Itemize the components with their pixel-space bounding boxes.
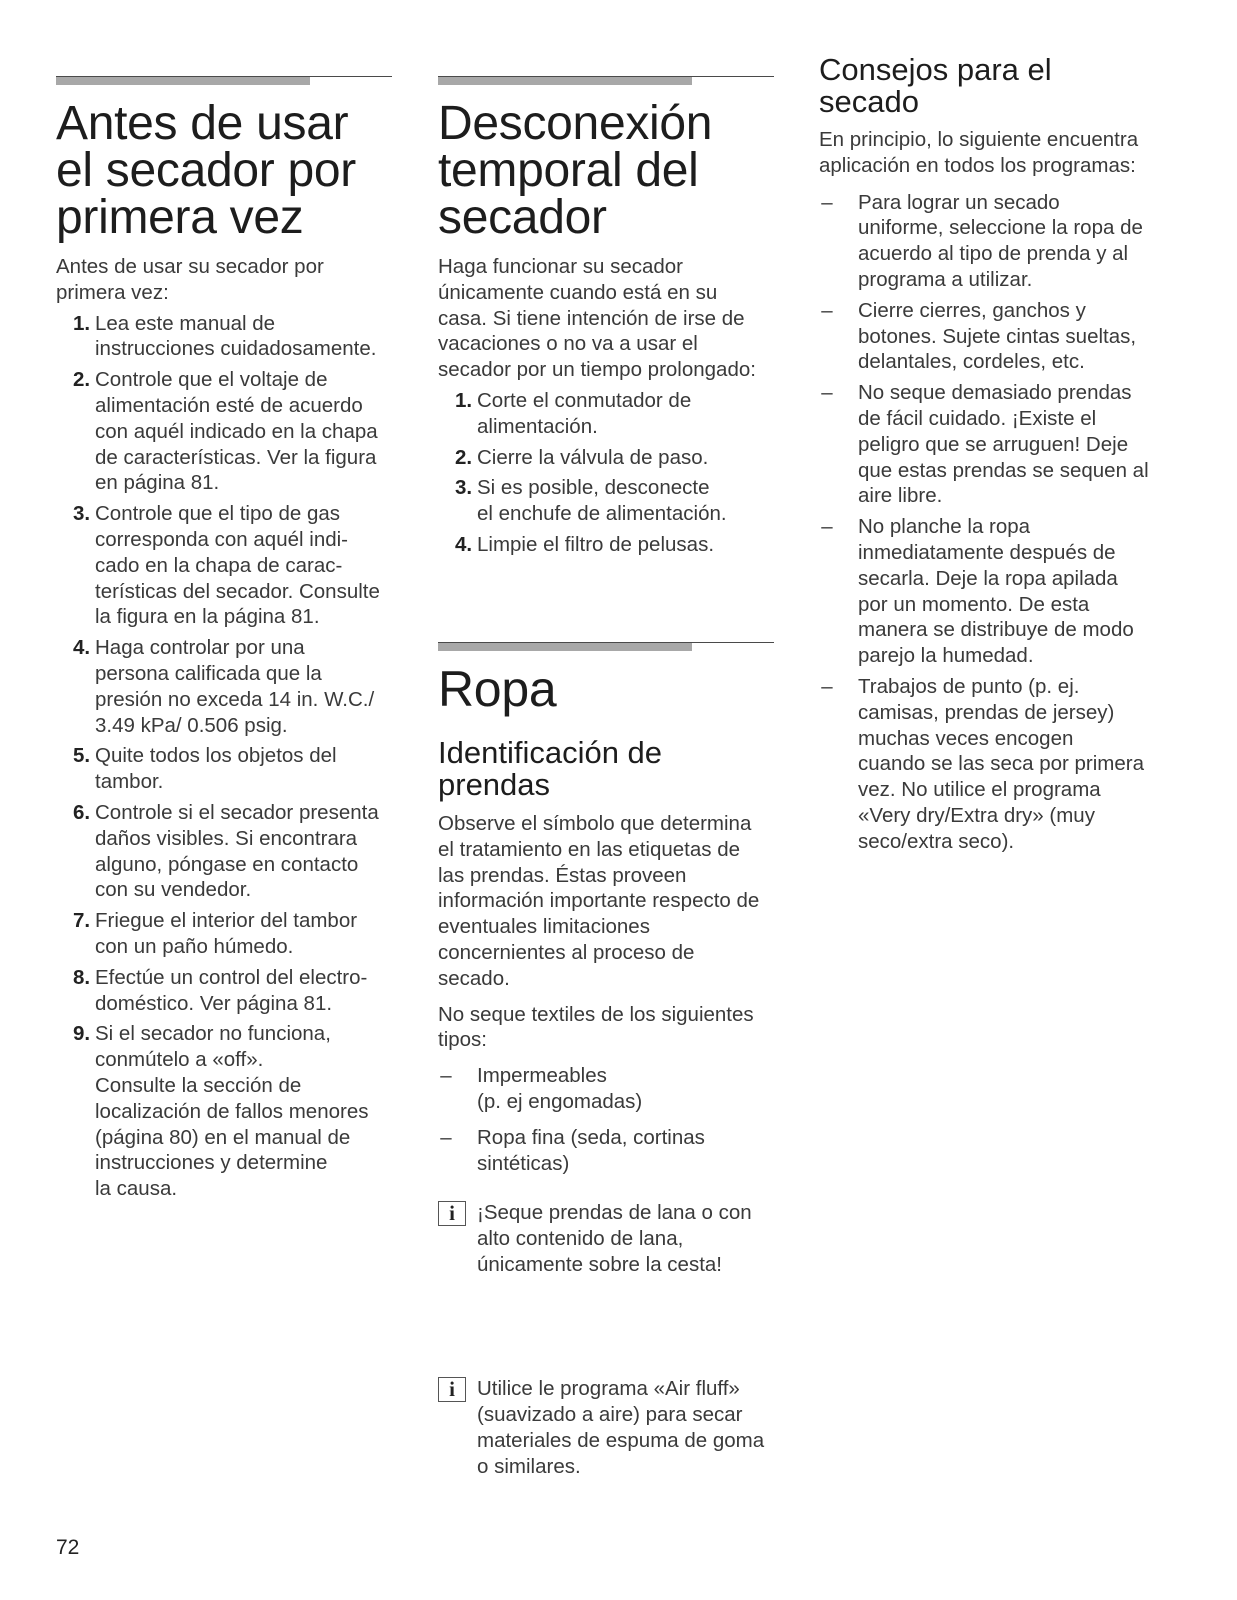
heading-ropa: Ropa xyxy=(438,661,557,717)
list-item: 9. Si el secador no funciona, conmútelo a «off». Consulte la sección de localización de fallos menores (página 80) en el manual de instrucciones y determine la causa. xyxy=(73,1022,369,1201)
info-icon: i xyxy=(438,1377,466,1402)
info-icon: i xyxy=(438,1201,466,1226)
list-item: – Trabajos de punto (p. ej. camisas, prendas de jersey) muchas veces encogen cuando se las seca por primera vez. No utilice el programa «Very dry/Extra dry» (muy seco/extra seco). xyxy=(821,674,1145,853)
list-item: 2. Cierre la válvula de paso. xyxy=(455,445,709,469)
page-number: 72 xyxy=(56,1536,80,1559)
info-note: i ¡Seque prendas de lana o con alto contenido de lana, únicamente sobre la cesta! xyxy=(438,1200,817,1277)
list-item: 2. Controle que el voltaje de alimentación esté de acuerdo con aquél indicado en la chapa de características. Ver la figura en página 81. xyxy=(73,368,378,495)
list-item: 1. Lea este manual de instrucciones cuidadosamente. xyxy=(73,311,377,361)
disconnect-steps xyxy=(438,388,778,558)
section-rule xyxy=(438,642,774,651)
info-note: i Utilice le programa «Air fluff» (suavizado a aire) para secar materiales de espuma de goma o similares. xyxy=(438,1376,817,1479)
before-use-body xyxy=(56,254,396,1207)
list-item: 4. Limpie el filtro de pelusas. xyxy=(455,532,715,556)
heading-before-first-use: Antes de usar el secador por primera vez xyxy=(56,97,356,244)
list-item: – No seque demasiado prendas de fácil cuidado. ¡Existe el peligro que se arruguen! Deje que estas prendas se sequen al aire libre. xyxy=(821,381,1149,508)
list-item: – Impermeables (p. ej engomadas) xyxy=(440,1064,643,1113)
paragraph: Observe el símbolo que determina el tratamiento en las etiquetas de las prendas. Éstas proveen información importante respecto de eventuales limitaciones concernientes al proceso de secado. xyxy=(438,812,760,990)
intro-paragraph: En principio, lo siguiente encuentra aplicación en todos los programas: xyxy=(819,128,1139,177)
list-item: 1. Corte el conmutador de alimentación. xyxy=(455,388,692,438)
heading-temporary-disconnect: Desconexión temporal del secador xyxy=(438,97,713,244)
list-item: 3. Si es posible, desconecte el enchufe de alimentación. xyxy=(455,476,727,526)
section-rule xyxy=(56,76,392,85)
disconnect-body xyxy=(438,254,778,563)
heading-garment-identification: Identificación de prendas xyxy=(438,735,663,802)
garment-identification-body xyxy=(438,811,778,1176)
list-item: – Ropa fina (seda, cortinas sintéticas) xyxy=(440,1125,705,1175)
before-use-steps xyxy=(56,311,396,1202)
list-item: 5. Quite todos los objetos del tambor. xyxy=(73,744,337,794)
list-item: 7. Friegue el interior del tambor con un paño húmedo. xyxy=(73,909,358,958)
drying-tips-list xyxy=(819,190,1164,855)
intro-paragraph: Antes de usar su secador por primera vez: xyxy=(56,255,324,304)
intro-paragraph: Haga funcionar su secador únicamente cuando está en su casa. Si tiene intención de irse de vacaciones o no va a usar el secador por un tiempo prolongado: xyxy=(438,255,756,382)
do-not-dry-list xyxy=(438,1063,778,1176)
drying-tips-body xyxy=(819,127,1164,860)
list-item: – No planche la ropa inmediatamente después de secarla. Deje la ropa apilada por un momento. De esta manera se distribuye de modo parejo la humedad. xyxy=(821,515,1134,668)
list-item: 8. Efectúe un control del electro- doméstico. Ver página 81. xyxy=(73,965,368,1015)
list-item: 4. Haga controlar por una persona calificada que la presión no exceda 14 in. W.C./ 3.49 kPa/ 0.506 psig. xyxy=(73,636,375,737)
paragraph: No seque textiles de los siguientes tipos: xyxy=(438,1002,754,1052)
list-item: – Cierre cierres, ganchos y botones. Sujete cintas sueltas, delantales, cordeles, etc. xyxy=(821,298,1137,374)
list-item: – Para lograr un secado uniforme, seleccione la ropa de acuerdo al tipo de prenda y al programa a utilizar. xyxy=(821,190,1143,291)
list-item: 3. Controle que el tipo de gas corresponda con aquél indi- cado en la chapa de carac- terísticas del secador. Consulte la figura en la página 81. xyxy=(73,502,380,629)
section-rule xyxy=(438,76,774,85)
list-item: 6. Controle si el secador presenta daños visibles. Si encontrara alguno, póngase en contacto con su vendedor. xyxy=(73,800,379,902)
heading-drying-tips: Consejos para el secado xyxy=(819,52,1052,119)
column-temporary-disconnect xyxy=(438,0,778,1478)
